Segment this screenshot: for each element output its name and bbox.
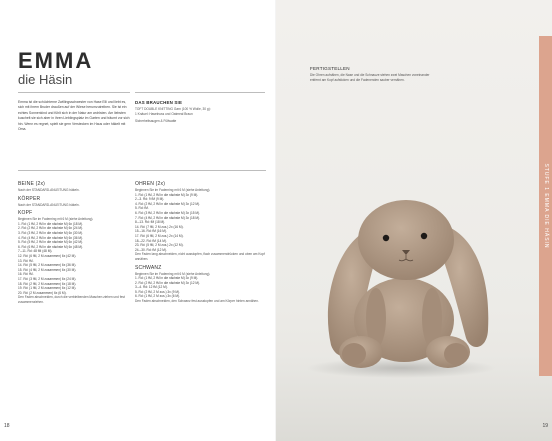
kopf-row: 7.–11. Rd: 48 fM (48 M).: [18, 249, 53, 254]
ohren-row: 1. Rd: (1 fM, 2 fM in die nächste M) 3x (9 M).: [135, 192, 199, 197]
section-title-schwanz: SCHWANZ: [135, 264, 162, 271]
ohren-row: 23. Rd: (5 fM, 2 M zus.) 2x (12 M).: [135, 243, 184, 248]
kopf-row: 3. Rd: (3 fM, 2 fM in die nächste M) 6x (30 M).: [18, 230, 84, 235]
section-end-note: Den Faden lang abschneiden, nicht ausstopfen, flach zusammendrücken und oben am Kopf annähen.: [135, 252, 265, 261]
kopf-row: 16. Rd: fM.: [18, 272, 34, 277]
kopf-row: 5. Rd: (5 fM, 2 fM in die nächste M) 6x (42 M).: [18, 240, 84, 245]
section-end-note: Den Faden abschneiden, den Schwanz fest ausstopfen und am Körper hinten annähen.: [135, 299, 259, 304]
ohren-row: 24.–30. Rd: fM (12 M).: [135, 247, 167, 252]
ohren-row: 4. Rd: (2 fM, 2 fM in die nächste M) 3x (12 M).: [135, 201, 201, 206]
materials-rule: [135, 92, 265, 93]
bunny-sole-left: [342, 343, 366, 365]
kopf-row: 15. Rd: (4 fM, 2 M zusammen) 6x (30 M).: [18, 267, 77, 272]
kopf-row: 18. Rd: (2 fM, 2 M zusammen) 6x (18 M).: [18, 281, 77, 286]
ohren-row: 14. Rd: (7 fM, 2 M zus.) 2x (16 M).: [135, 224, 184, 229]
bunny-eye-right: [421, 233, 427, 239]
ohren-row: 6. Rd: (3 fM, 2 fM in die nächste M) 3x (15 M).: [135, 210, 201, 215]
kopf-row: 1. Rd: (1 fM, 2 fM in die nächste M) 6x (18 M).: [18, 221, 84, 226]
section-rule: [18, 170, 266, 171]
ohren-row: 2.–3. Rd: 9 fM (9 M).: [135, 197, 165, 202]
intro-text: Emma ist die schüchterne Zwillingsschwester von Hase Elli und liebt es, sich mit ihrem Bruder draußen auf der Wiese herumzutreiben. Sie ist ein echtes Sonnenkind und fühlt sich in der Natur am wohlsten. Am liebsten kuschelt sie sich aber in ihren Lieblingsplatz im Garten und träumt vor sich hin. Wenn es regnet, spielt sie gern Verstecken im Haus oder häkelt mit Oma.: [18, 100, 130, 132]
bunny-eye-left: [383, 235, 389, 241]
ohren-row-list: [135, 193, 265, 253]
kopf-row-list: [18, 222, 136, 296]
section-title-ohren: OHREN (2x): [135, 181, 166, 187]
ohren-row: 17. Rd: (6 fM, 2 M zus.) 2x (14 M).: [135, 233, 184, 238]
kopf-row: 19. Rd: (1 fM, 2 M zusammen) 6x (12 M).: [18, 286, 77, 291]
pattern-column-left: [18, 178, 136, 304]
kopf-row: 12. Rd: (6 fM, 2 M zusammen) 6x (42 M).: [18, 253, 77, 258]
materials-block: [135, 100, 265, 123]
finishing-heading: FERTIGSTELLEN: [310, 66, 350, 71]
right-page: [276, 0, 552, 441]
section-note: Beginnen Sie im Fadenring mit 6 M (siehe Anleitung).: [18, 217, 94, 222]
section-note: Nach der STANDARD-ANLEITUNG häkeln.: [18, 202, 80, 207]
kopf-row: 14. Rd: (5 fM, 2 M zusammen) 6x (36 M).: [18, 263, 77, 268]
section-note: Beginnen Sie im Fadenring mit 6 M (siehe Anleitung).: [135, 188, 211, 192]
schwanz-row: 2. Rd: (2 fM, 2 fM in die nächste M) 3x (12 M).: [135, 280, 201, 285]
section-title-koerper: KÖRPER: [18, 195, 41, 202]
kopf-row: 4. Rd: (4 fM, 2 fM in die nächste M) 6x (36 M).: [18, 235, 84, 240]
page-title: EMMA: [18, 48, 94, 73]
ohren-row: 7. Rd: (4 fM, 2 fM in die nächste M) 3x (18 M).: [135, 215, 201, 220]
chapter-tab-label: STUFE 1 EMMA DIE HÄSIN: [542, 163, 549, 249]
finishing-text: Die Ohren aufnähen, die Nase und die Schnauze stehen zwei Maschen voneinander entfernt am Kopf aufsticken und die Fadenenden sauber vernähen.: [310, 73, 430, 82]
ohren-row: 15.–16. Rd: fM (16 M).: [135, 229, 167, 234]
bunny-sole-right: [444, 343, 468, 365]
schwanz-row: 1. Rd: (1 fM, 2 fM in die nächste M) 3x (9 M).: [135, 276, 199, 281]
section-note: Beginnen Sie im Fadenring mit 6 M (siehe Anleitung).: [135, 271, 211, 276]
kopf-row: 13. Rd: fM.: [18, 258, 34, 263]
materials-heading: DAS BRAUCHEN SIE: [135, 100, 183, 105]
page-number-right: 19: [542, 423, 548, 429]
pattern-column-right: [135, 178, 265, 304]
materials-line: TOFT DOUBLE KNITTING Garn (100 % Wolle, 30 g):: [135, 107, 211, 111]
ohren-row: 5. Rd: fM.: [135, 206, 149, 211]
schwanz-row: 5. Rd: (2 fM, 2 M zus.) 3x (9 M).: [135, 289, 180, 294]
materials-line: Sicherheitsaugen & Füllwatte: [135, 118, 177, 123]
schwanz-row: 6. Rd: (1 fM, 2 M zus.) 3x (6 M).: [135, 294, 180, 299]
crochet-bunny-photo: [276, 0, 552, 441]
kopf-row: 20. Rd: (2 M zusammen) 6x (6 M).: [18, 290, 67, 295]
ohren-row: 18.–22. Rd: fM (14 M).: [135, 238, 167, 243]
section-title-beine: BEINE (2x): [18, 181, 46, 187]
schwanz-row-list: [135, 276, 265, 299]
materials-line: 1 Knäuel: Haselnuss und Oatmeal Braun: [135, 111, 193, 116]
title-rule: [18, 92, 130, 93]
bunny-head: [358, 200, 454, 280]
section-end-note: Den Faden abschneiden, durch die verbleibenden Maschen ziehen und fest zusammenziehen.: [18, 295, 125, 304]
ohren-row: 8.–13. Rd: fM (18 M).: [135, 220, 166, 225]
kopf-row: 17. Rd: (3 fM, 2 M zusammen) 6x (24 M).: [18, 276, 77, 281]
kopf-row: 6. Rd: (6 fM, 2 fM in die nächste M) 6x (48 M).: [18, 244, 84, 249]
schwanz-row: 3.–4. Rd: 12 fM (12 M).: [135, 285, 168, 290]
section-note: Nach der STANDARD-ANLEITUNG häkeln.: [18, 188, 80, 192]
kopf-row: 2. Rd: (2 fM, 2 fM in die nächste M) 6x (24 M).: [18, 226, 84, 231]
page-number-left: 18: [4, 423, 10, 429]
section-title-kopf: KOPF: [18, 210, 33, 217]
page-subtitle: die Häsin: [18, 72, 73, 87]
